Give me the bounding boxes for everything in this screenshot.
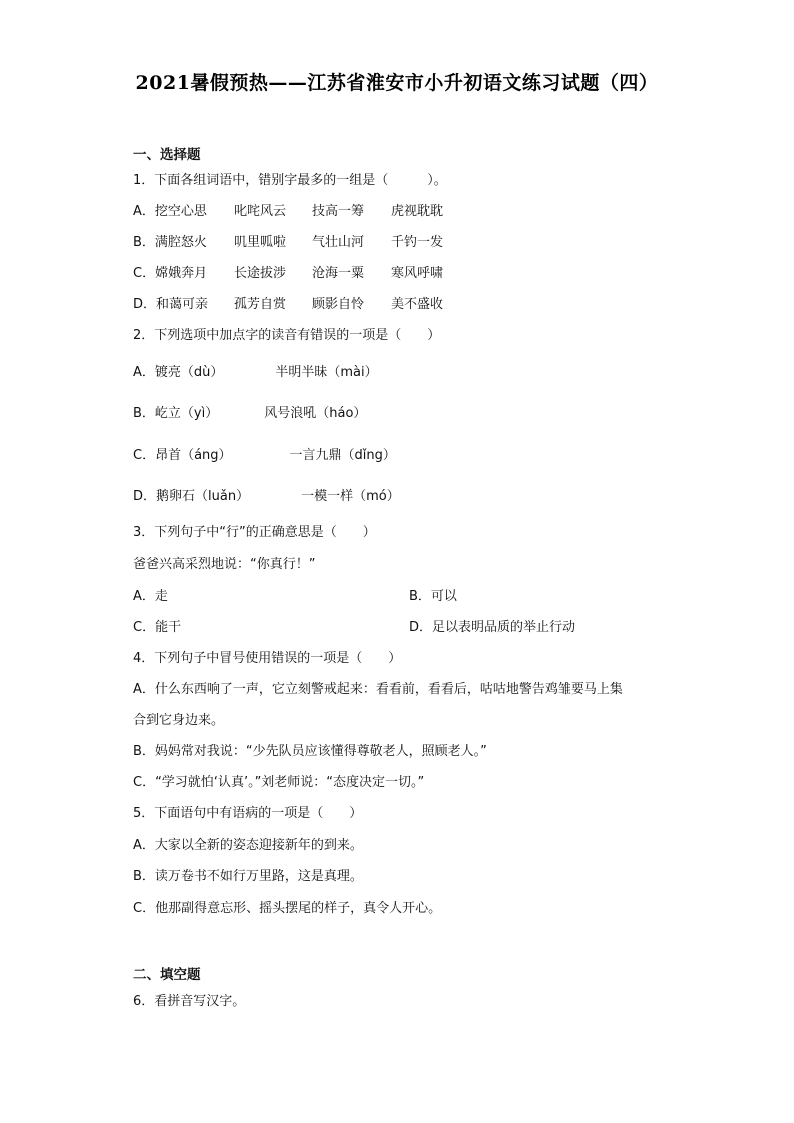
question-4-option-c: C．“学习就怕‘认真’。”刘老师说：“态度决定一切。”	[133, 775, 425, 790]
question-5-option-c: C．他那副得意忘形、摇头摆尾的样子，真令人开心。	[133, 901, 442, 916]
option-text: 叱咤风云	[234, 204, 287, 219]
question-5-stem: 5．下面语句中有语病的一项是（ ）	[133, 806, 363, 821]
question-3-option-a: A．走	[133, 589, 168, 604]
question-2-option-d	[133, 488, 400, 506]
question-5-option-a: A．大家以全新的姿态迎接新年的到来。	[133, 838, 363, 853]
option-text: B．满腔怒火	[133, 235, 207, 250]
option-text: 半明半昧（mài）	[275, 365, 378, 380]
question-1-option-a	[133, 203, 443, 221]
option-text: 虎视耽耽	[391, 204, 444, 219]
question-2-option-c	[133, 447, 396, 465]
question-4-option-b: B．妈妈常对我说：“少先队员应该懂得尊敬老人，照顾老人。”	[133, 744, 487, 759]
question-2-option-b	[133, 405, 366, 423]
option-text: B．屹立（yì）	[133, 406, 219, 421]
question-6-stem: 6．看拼音写汉字。	[133, 994, 246, 1009]
option-text: 孤芳自赏	[234, 297, 287, 312]
question-1-option-d	[133, 296, 443, 314]
option-text: 技高一筹	[312, 204, 365, 219]
option-text: A．挖空心思	[133, 204, 207, 219]
option-text: C．嫦娥奔月	[133, 266, 208, 281]
option-text: 沧海一粟	[312, 266, 365, 281]
question-2-stem: 2．下列选项中加点字的读音有错误的一项是（ ）	[133, 328, 441, 343]
section-heading-fill: 二、填空题	[133, 967, 201, 983]
question-1-stem: 1．下面各组词语中，错别字最多的一组是（ ）。	[133, 173, 447, 188]
option-text: 寒风呼啸	[391, 266, 444, 281]
question-3-sentence: 爸爸兴高采烈地说：“你真行！”	[133, 557, 316, 572]
option-text: 千钓一发	[391, 235, 444, 250]
question-3-option-b: B．可以	[409, 589, 457, 604]
option-text: D．和蔼可亲	[133, 297, 209, 312]
option-text: 一言九鼎（dǐng）	[289, 448, 396, 463]
question-3-stem: 3．下列句子中“行”的正确意思是（ ）	[133, 525, 376, 540]
question-3-option-c: C．能干	[133, 620, 182, 635]
option-text: 气壮山河	[312, 235, 365, 250]
question-1-option-b	[133, 234, 443, 252]
option-text: C．昂首（áng）	[133, 448, 232, 463]
option-text: A．镀亮（dù）	[133, 365, 224, 380]
option-text: 叽里呱啦	[234, 235, 287, 250]
question-1-option-c	[133, 265, 443, 283]
option-text: 顾影自怜	[312, 297, 365, 312]
question-4-stem: 4．下列句子中冒号使用错误的一项是（ ）	[133, 651, 402, 666]
section-heading-choice: 一、选择题	[133, 147, 201, 163]
question-4-option-a-line1: A．什么东西响了一声，它立刻警戒起来：看看前，看看后，咕咕地警告鸡雏要马上集	[133, 682, 623, 697]
question-4-option-a-line2: 合到它身边来。	[133, 713, 225, 728]
question-3-option-d: D．足以表明品质的举止行动	[409, 620, 576, 635]
question-5-option-b: B．读万卷书不如行万里路，这是真理。	[133, 869, 363, 884]
option-text: 长途拔涉	[234, 266, 287, 281]
page-title: 2021暑假预热——江苏省淮安市小升初语文练习试题（四）	[135, 72, 659, 94]
option-text: D．鹅卵石（luǎn）	[133, 489, 250, 504]
question-2-option-a	[133, 364, 378, 382]
option-text: 美不盛收	[391, 297, 444, 312]
option-text: 一模一样（mó）	[301, 489, 400, 504]
option-text: 风号浪吼（háo）	[264, 406, 367, 421]
